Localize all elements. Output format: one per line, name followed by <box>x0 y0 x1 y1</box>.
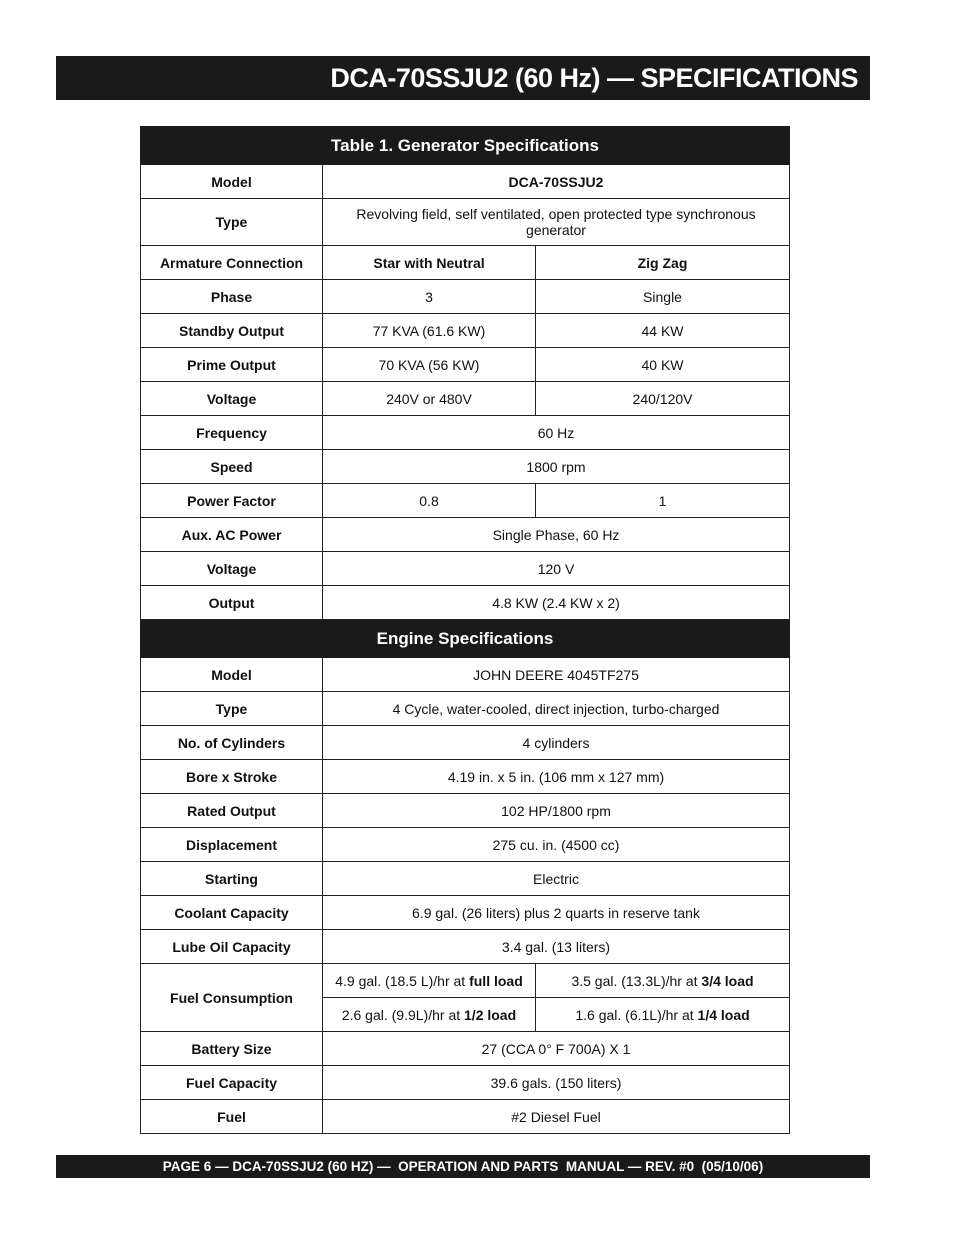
zigzag-value: 240/120V <box>536 382 790 416</box>
row-label: Fuel Capacity <box>141 1066 323 1100</box>
row-label: Fuel Consumption <box>141 964 323 1032</box>
table-row <box>141 280 790 314</box>
fuel-three-quarter-load-cell <box>536 964 790 998</box>
table-row <box>141 862 790 896</box>
page-footer: PAGE 6 — DCA-70SSJU2 (60 HZ) — OPERATION AND PARTS MANUAL — REV. #0 (05/10/06) <box>56 1155 870 1178</box>
row-value: 27 (CCA 0° F 700A) X 1 <box>323 1032 790 1066</box>
table-row <box>141 794 790 828</box>
row-label: Displacement <box>141 828 323 862</box>
table-row <box>141 450 790 484</box>
row-value: 1800 rpm <box>323 450 790 484</box>
row-label: Frequency <box>141 416 323 450</box>
row-label: Power Factor <box>141 484 323 518</box>
row-label: Voltage <box>141 552 323 586</box>
star-column-header: Star with Neutral <box>323 246 536 280</box>
load-level: full load <box>469 972 523 989</box>
table-row <box>141 1032 790 1066</box>
table-row <box>141 964 790 998</box>
load-level: 1/4 load <box>697 1006 750 1023</box>
star-value: 3 <box>323 280 536 314</box>
row-label: Prime Output <box>141 348 323 382</box>
table-row <box>141 199 790 246</box>
specifications-table <box>140 126 790 1134</box>
row-label: Lube Oil Capacity <box>141 930 323 964</box>
generator-heading-row <box>141 127 790 165</box>
row-value: JOHN DEERE 4045TF275 <box>323 658 790 692</box>
star-value: 240V or 480V <box>323 382 536 416</box>
row-label: Model <box>141 165 323 199</box>
table-row <box>141 416 790 450</box>
row-value: 120 V <box>323 552 790 586</box>
table-row <box>141 692 790 726</box>
fuel-rate-text: 4.9 gal. (18.5 L)/hr at <box>335 972 466 989</box>
load-level: 3/4 load <box>701 972 754 989</box>
load-level: 1/2 load <box>464 1006 517 1023</box>
zigzag-value: 44 KW <box>536 314 790 348</box>
fuel-rate-text: 1.6 gal. (6.1L)/hr at <box>575 1006 694 1023</box>
row-value: 6.9 gal. (26 liters) plus 2 quarts in reserve tank <box>323 896 790 930</box>
row-label: Type <box>141 199 323 246</box>
row-value: 39.6 gals. (150 liters) <box>323 1066 790 1100</box>
row-value: 102 HP/1800 rpm <box>323 794 790 828</box>
row-label: Fuel <box>141 1100 323 1134</box>
fuel-quarter-load-cell <box>536 998 790 1032</box>
row-label: Model <box>141 658 323 692</box>
zigzag-value: Single <box>536 280 790 314</box>
row-label: Battery Size <box>141 1032 323 1066</box>
row-label: Rated Output <box>141 794 323 828</box>
engine-heading-row <box>141 620 790 658</box>
row-label: Voltage <box>141 382 323 416</box>
row-value: #2 Diesel Fuel <box>323 1100 790 1134</box>
row-label: Phase <box>141 280 323 314</box>
table-row <box>141 828 790 862</box>
row-label: Starting <box>141 862 323 896</box>
row-label: No. of Cylinders <box>141 726 323 760</box>
table-row <box>141 726 790 760</box>
table-row <box>141 348 790 382</box>
row-value: 4.19 in. x 5 in. (106 mm x 127 mm) <box>323 760 790 794</box>
row-value: Electric <box>323 862 790 896</box>
row-value: 4 cylinders <box>323 726 790 760</box>
row-label: Output <box>141 586 323 620</box>
row-label: Armature Connection <box>141 246 323 280</box>
row-value: DCA-70SSJU2 <box>323 165 790 199</box>
row-label: Bore x Stroke <box>141 760 323 794</box>
fuel-full-load-cell <box>323 964 536 998</box>
row-value: Single Phase, 60 Hz <box>323 518 790 552</box>
table-row <box>141 1066 790 1100</box>
star-value: 70 KVA (56 KW) <box>323 348 536 382</box>
table-row <box>141 518 790 552</box>
table-row <box>141 1100 790 1134</box>
table-row <box>141 896 790 930</box>
table-row <box>141 586 790 620</box>
row-value: 60 Hz <box>323 416 790 450</box>
star-value: 0.8 <box>323 484 536 518</box>
table-row <box>141 246 790 280</box>
row-value: 3.4 gal. (13 liters) <box>323 930 790 964</box>
generator-specifications-heading: Table 1. Generator Specifications <box>141 127 790 165</box>
table-row <box>141 658 790 692</box>
row-label: Standby Output <box>141 314 323 348</box>
page-title: DCA-70SSJU2 (60 Hz) — SPECIFICATIONS <box>56 56 870 100</box>
zigzag-value: 1 <box>536 484 790 518</box>
table-row <box>141 552 790 586</box>
table-row <box>141 314 790 348</box>
row-value: Revolving field, self ventilated, open protected type synchronous generator <box>323 199 790 246</box>
table-row <box>141 760 790 794</box>
fuel-rate-text: 2.6 gal. (9.9L)/hr at <box>341 1006 461 1023</box>
row-label: Aux. AC Power <box>141 518 323 552</box>
table-row <box>141 930 790 964</box>
star-value: 77 KVA (61.6 KW) <box>323 314 536 348</box>
row-label: Speed <box>141 450 323 484</box>
zigzag-column-header: Zig Zag <box>536 246 790 280</box>
zigzag-value: 40 KW <box>536 348 790 382</box>
row-label: Type <box>141 692 323 726</box>
table-row <box>141 484 790 518</box>
engine-specifications-heading: Engine Specifications <box>141 620 790 658</box>
row-value: 4.8 KW (2.4 KW x 2) <box>323 586 790 620</box>
row-label: Coolant Capacity <box>141 896 323 930</box>
fuel-rate-text: 3.5 gal. (13.3L)/hr at <box>571 972 698 989</box>
row-value: 4 Cycle, water-cooled, direct injection, turbo-charged <box>323 692 790 726</box>
fuel-half-load-cell <box>323 998 536 1032</box>
table-row <box>141 382 790 416</box>
table-row <box>141 165 790 199</box>
row-value: 275 cu. in. (4500 cc) <box>323 828 790 862</box>
